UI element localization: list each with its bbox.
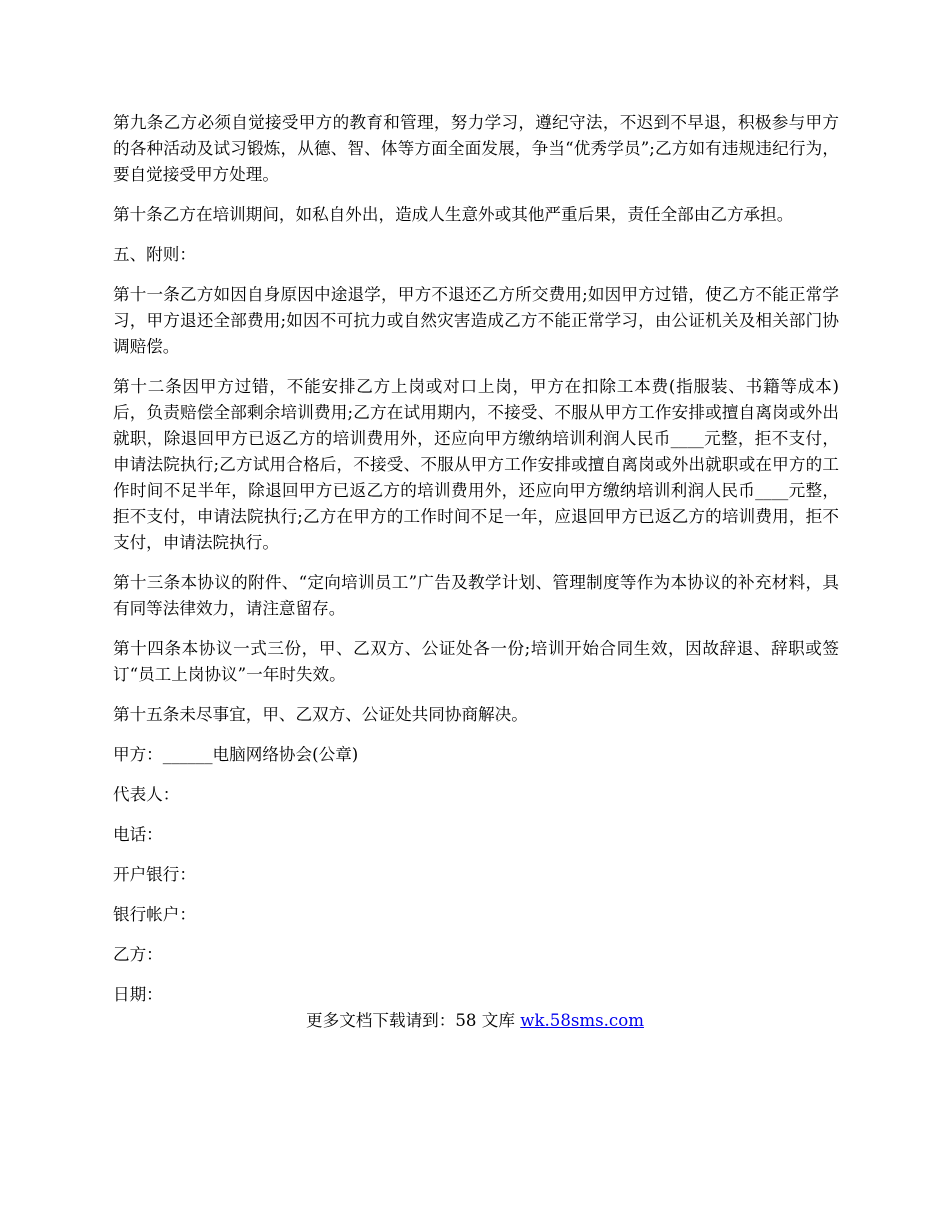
party-b-field: 乙方： bbox=[113, 945, 163, 964]
footer-text: 更多文档下载请到：58 文库 bbox=[306, 1011, 521, 1030]
phone-field: 电话： bbox=[113, 825, 163, 844]
clause-15: 第十五条未尽事宜，甲、乙双方、公证处共同协商解决。 bbox=[113, 705, 528, 724]
clause-14: 第十四条本协议一式三份，甲、乙双方、公证处各一份;培训开始合同生效，因故辞退、辞职或签订“员工上岗协议”一年时失效。 bbox=[113, 639, 839, 684]
party-a-field: 甲方：______电脑网络协会(公章) bbox=[113, 745, 359, 764]
footer-link[interactable]: wk.58sms.com bbox=[520, 1011, 644, 1030]
footer bbox=[0, 1008, 950, 1034]
clause-13: 第十三条本协议的附件、“定向培训员工”广告及教学计划、管理制度等作为本协议的补充材料，具有同等法律效力，请注意留存。 bbox=[113, 573, 839, 618]
date-field: 日期： bbox=[113, 985, 163, 1004]
clause-12: 第十二条因甲方过错，不能安排乙方上岗或对口上岗，甲方在扣除工本费(指服装、书籍等成本)后，负责赔偿全部剩余培训费用;乙方在试用期内，不接受、不服从甲方工作安排或擅自离岗或外出就职，除退回甲方已返乙方的培训费用外，还应向甲方缴纳培训利润人民币____元整，拒不支付，申请法院执行;乙方试用合格后，不接受、不服从甲方工作安排或擅自离岗或外出就职或在甲方的工作时间不足半年，除退回甲方已返乙方的培训费用外，还应向甲方缴纳培训利润人民币____元整，拒不支付，申请法院执行;乙方在甲方的工作时间不足一年，应退回甲方已返乙方的培训费用，拒不支付，申请法院执行。 bbox=[113, 377, 839, 552]
clause-11: 第十一条乙方如因自身原因中途退学，甲方不退还乙方所交费用;如因甲方过错，使乙方不能正常学习，甲方退还全部费用;如因不可抗力或自然灾害造成乙方不能正常学习，由公证机关及相关部门协调赔偿。 bbox=[113, 285, 839, 356]
representative-field: 代表人： bbox=[113, 785, 180, 804]
clause-9: 第九条乙方必须自觉接受甲方的教育和管理，努力学习，遵纪守法，不迟到不早退，积极参与甲方的各种活动及试习锻炼，从德、智、体等方面全面发展，争当“优秀学员”;乙方如有违规违纪行为，要自觉接受甲方处理。 bbox=[113, 113, 839, 184]
document-body bbox=[113, 110, 839, 1022]
clause-10: 第十条乙方在培训期间，如私自外出，造成人生意外或其他严重后果，责任全部由乙方承担。 bbox=[113, 205, 794, 224]
bank-account-field: 银行帐户： bbox=[113, 905, 196, 924]
bank-field: 开户银行： bbox=[113, 865, 196, 884]
section-heading-appendix: 五、附则： bbox=[113, 245, 196, 264]
